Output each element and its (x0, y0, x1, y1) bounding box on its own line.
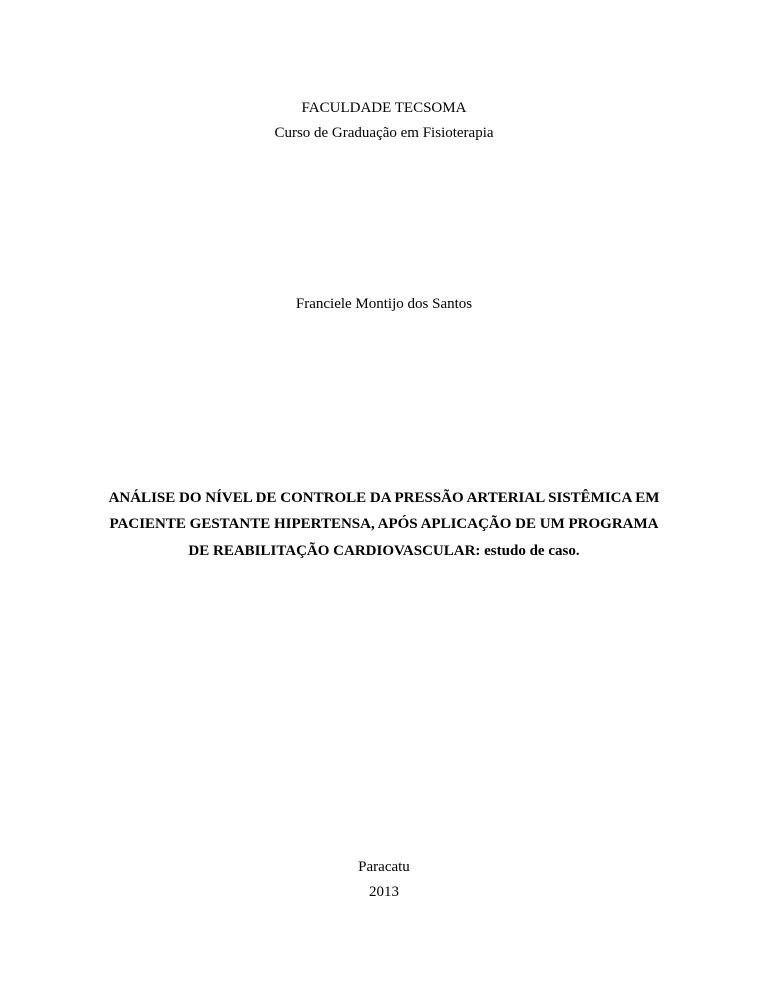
document-title-line-2: PACIENTE GESTANTE HIPERTENSA, APÓS APLICAÇÃO DE UM PROGRAMA (109, 516, 659, 532)
course-name: Curso de Graduação em Fisioterapia (274, 125, 494, 141)
author-name: Franciele Montijo dos Santos (295, 296, 473, 312)
city-name: Paracatu (358, 859, 410, 875)
institution-name: FACULDADE TECSOMA (301, 100, 467, 116)
publication-year: 2013 (369, 884, 399, 900)
document-title-line-1: ANÁLISE DO NÍVEL DE CONTROLE DA PRESSÃO ARTERIAL SISTÊMICA EM (108, 490, 660, 506)
document-title-line-3: DE REABILITAÇÃO CARDIOVASCULAR: estudo de caso. (188, 543, 580, 559)
